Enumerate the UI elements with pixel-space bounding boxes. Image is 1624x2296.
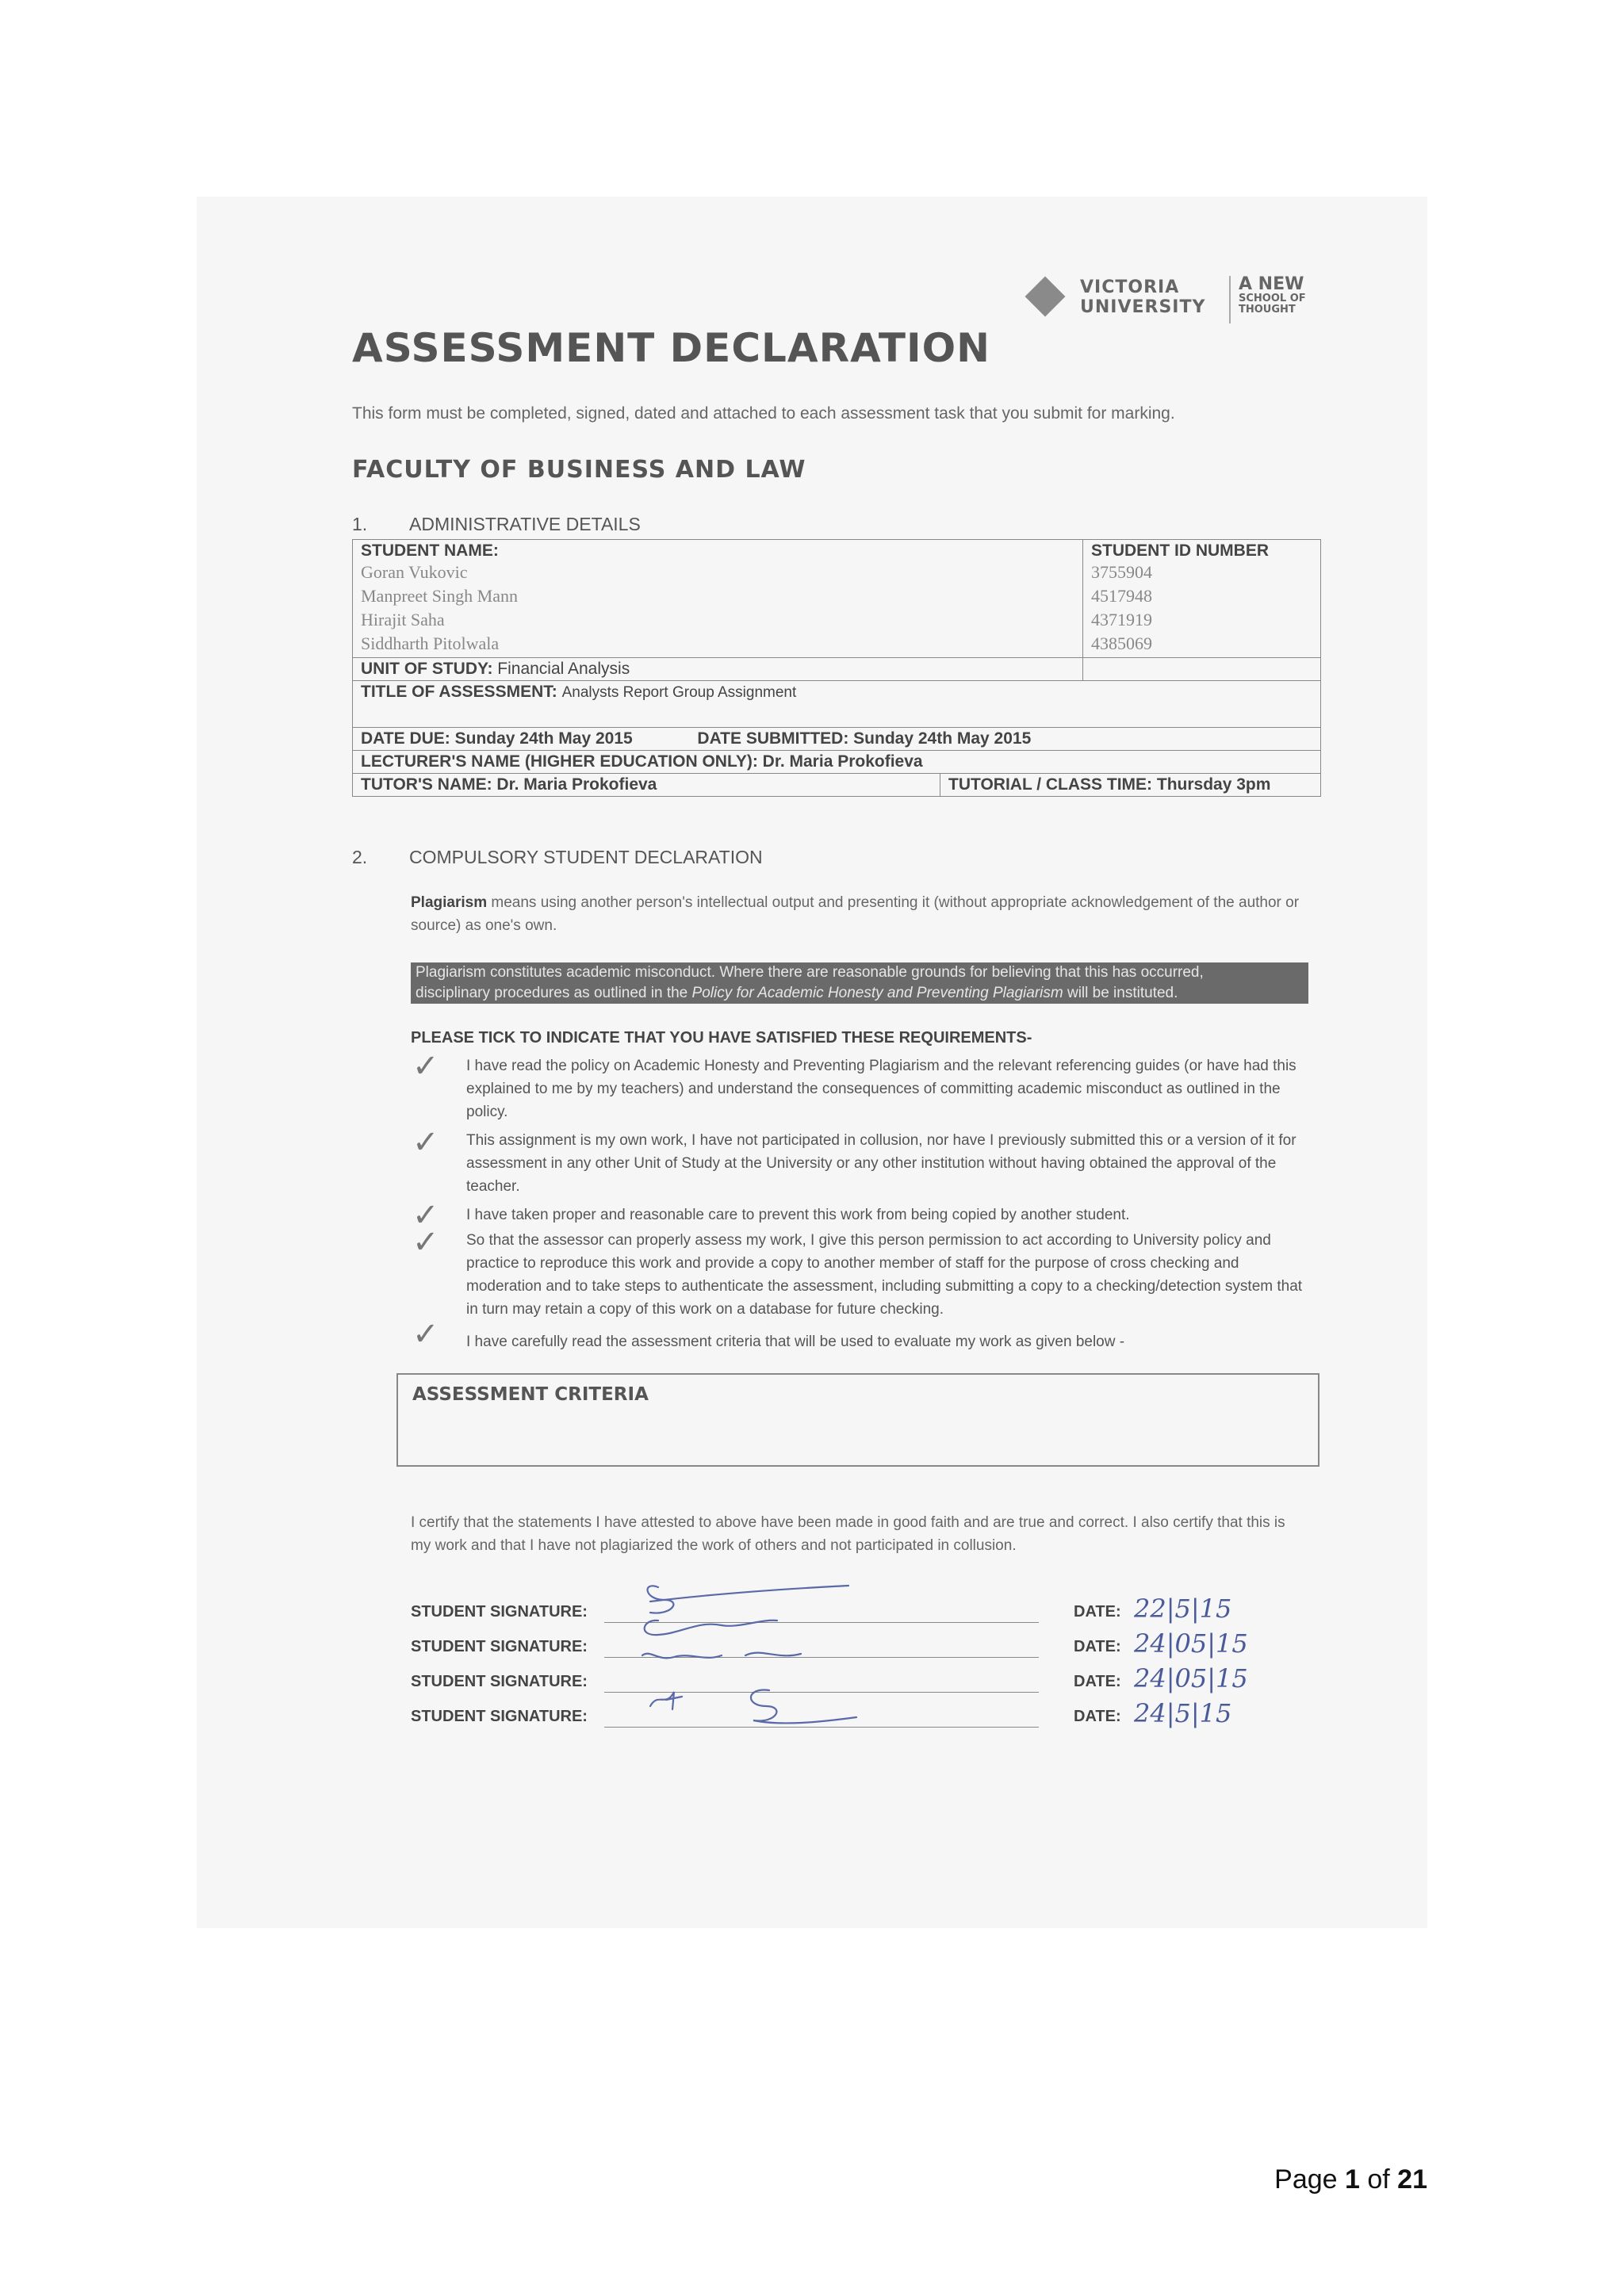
administrative-details-table <box>352 539 1321 797</box>
certification-statement: I certify that the statements I have attested to above have been made in good faith and are true and correct. I also certify that this is my work and that I have not plagiarized the work of others and not participated in collusion. <box>411 1514 1285 1554</box>
signature-date: 24|5|15 <box>1134 1698 1232 1728</box>
logo-separator <box>1229 276 1231 323</box>
signature-date: 24|05|15 <box>1134 1628 1248 1659</box>
checkmark-icon: ✓ <box>412 1048 439 1085</box>
student-name-label: STUDENT NAME: <box>361 541 499 560</box>
student-id: 4385069 <box>1091 633 1152 653</box>
section-1-heading: 1. ADMINISTRATIVE DETAILS <box>352 514 641 534</box>
student-id-label: STUDENT ID NUMBER <box>1091 541 1269 560</box>
student-names <box>361 561 1074 656</box>
university-logo <box>1031 276 1308 323</box>
assessment-criteria-box <box>396 1373 1320 1467</box>
faculty-heading: FACULTY OF BUSINESS AND LAW <box>352 456 806 484</box>
unit-label: UNIT OF STUDY: <box>361 660 493 678</box>
form-title: ASSESSMENT DECLARATION <box>352 325 990 371</box>
student-name: Goran Vukovic <box>361 562 468 582</box>
form-intro: This form must be completed, signed, dated and attached to each assessment task that you submit for marking. <box>352 404 1175 423</box>
student-name: Siddharth Pitolwala <box>361 633 500 653</box>
requirements-title: PLEASE TICK TO INDICATE THAT YOU HAVE SATISFIED THESE REQUIREMENTS- <box>411 1029 1032 1047</box>
student-id: 4371919 <box>1091 610 1152 629</box>
student-id: 4517948 <box>1091 586 1152 606</box>
assessment-title-label: TITLE OF ASSESSMENT: <box>361 683 557 701</box>
tutor-name: TUTOR'S NAME: Dr. Maria Prokofieva <box>353 774 940 796</box>
student-name: Hirajit Saha <box>361 610 445 629</box>
requirement-item: I have read the policy on Academic Honesty and Preventing Plagiarism and the relevant referencing guides (or have had this explained to me by my teachers) and understand the consequences of committing academic misconduct as outlined in the policy. <box>466 1058 1297 1120</box>
assessment-title-value: Analysts Report Group Assignment <box>561 684 797 701</box>
checkmark-icon: ✓ <box>412 1197 439 1234</box>
signature-date: 22|5|15 <box>1134 1594 1232 1624</box>
page-number: Page 1 of 21 <box>1274 2164 1427 2195</box>
student-signature-label: STUDENT SIGNATURE: <box>411 1708 588 1725</box>
logo-line1: VICTORIA <box>1080 277 1180 297</box>
assessment-criteria-title: ASSESSMENT CRITERIA <box>412 1384 649 1405</box>
date-label: DATE: <box>1074 1673 1121 1690</box>
logo-motto2: SCHOOL OF <box>1239 293 1306 304</box>
checkmark-icon: ✓ <box>412 1316 439 1353</box>
logo-motto3: THOUGHT <box>1239 304 1296 316</box>
student-signature-label: STUDENT SIGNATURE: <box>411 1638 588 1655</box>
requirement-item: This assignment is my own work, I have not participated in collusion, nor have I previously submitted this or a version of it for assessment in any other Unit of Study at the University or any other institution without having obtained the approval of the teacher. <box>466 1132 1297 1195</box>
misconduct-banner: Plagiarism constitutes academic misconduct. Where there are reasonable grounds for believing that this has occurred, disciplinary procedures as outlined in the Policy for Academic Honesty and Preventing Plagiarism will be instituted. <box>411 962 1308 1004</box>
checkmark-icon: ✓ <box>412 1124 439 1161</box>
section-2-heading: 2. COMPULSORY STUDENT DECLARATION <box>352 847 763 867</box>
student-name: Manpreet Singh Mann <box>361 586 518 606</box>
requirement-item: I have taken proper and reasonable care to prevent this work from being copied by another student. <box>466 1207 1130 1223</box>
signature-date: 24|05|15 <box>1134 1663 1248 1693</box>
date-label: DATE: <box>1074 1708 1121 1725</box>
handwritten-signatures <box>626 1573 864 1732</box>
logo-diamond-icon <box>1025 277 1066 317</box>
checkmark-icon: ✓ <box>412 1224 439 1261</box>
logo-motto1: A NEW <box>1239 274 1304 294</box>
student-id: 3755904 <box>1091 562 1152 582</box>
requirement-item: I have carefully read the assessment criteria that will be used to evaluate my work as given below - <box>466 1334 1125 1350</box>
logo-line2: UNIVERSITY <box>1080 297 1206 317</box>
tutorial-time: TUTORIAL / CLASS TIME: Thursday 3pm <box>948 775 1271 794</box>
student-ids <box>1091 561 1312 656</box>
date-due: DATE DUE: Sunday 24th May 2015 <box>361 729 633 748</box>
date-label: DATE: <box>1074 1603 1121 1621</box>
unit-value: Financial Analysis <box>497 660 630 678</box>
lecturer-name: LECTURER'S NAME (HIGHER EDUCATION ONLY): Dr. Maria Prokofieva <box>353 751 1321 774</box>
student-signature-label: STUDENT SIGNATURE: <box>411 1603 588 1621</box>
plagiarism-definition: Plagiarism means using another person's intellectual output and presenting it (without appropriate acknowledgement of the author or source) as one's own. <box>411 894 1300 934</box>
date-submitted: DATE SUBMITTED: Sunday 24th May 2015 <box>697 729 1032 748</box>
date-label: DATE: <box>1074 1638 1121 1655</box>
requirement-item: So that the assessor can properly assess my work, I give this person permission to act according to University policy and practice to reproduce this work and provide a copy to another member of staff for the purpose of cross checking and moderation and to take steps to authenticate the assessment, including submitting a copy to a checking/detection system that in turn may retain a copy of this work on a database for future checking. <box>466 1232 1303 1318</box>
student-signature-label: STUDENT SIGNATURE: <box>411 1673 588 1690</box>
